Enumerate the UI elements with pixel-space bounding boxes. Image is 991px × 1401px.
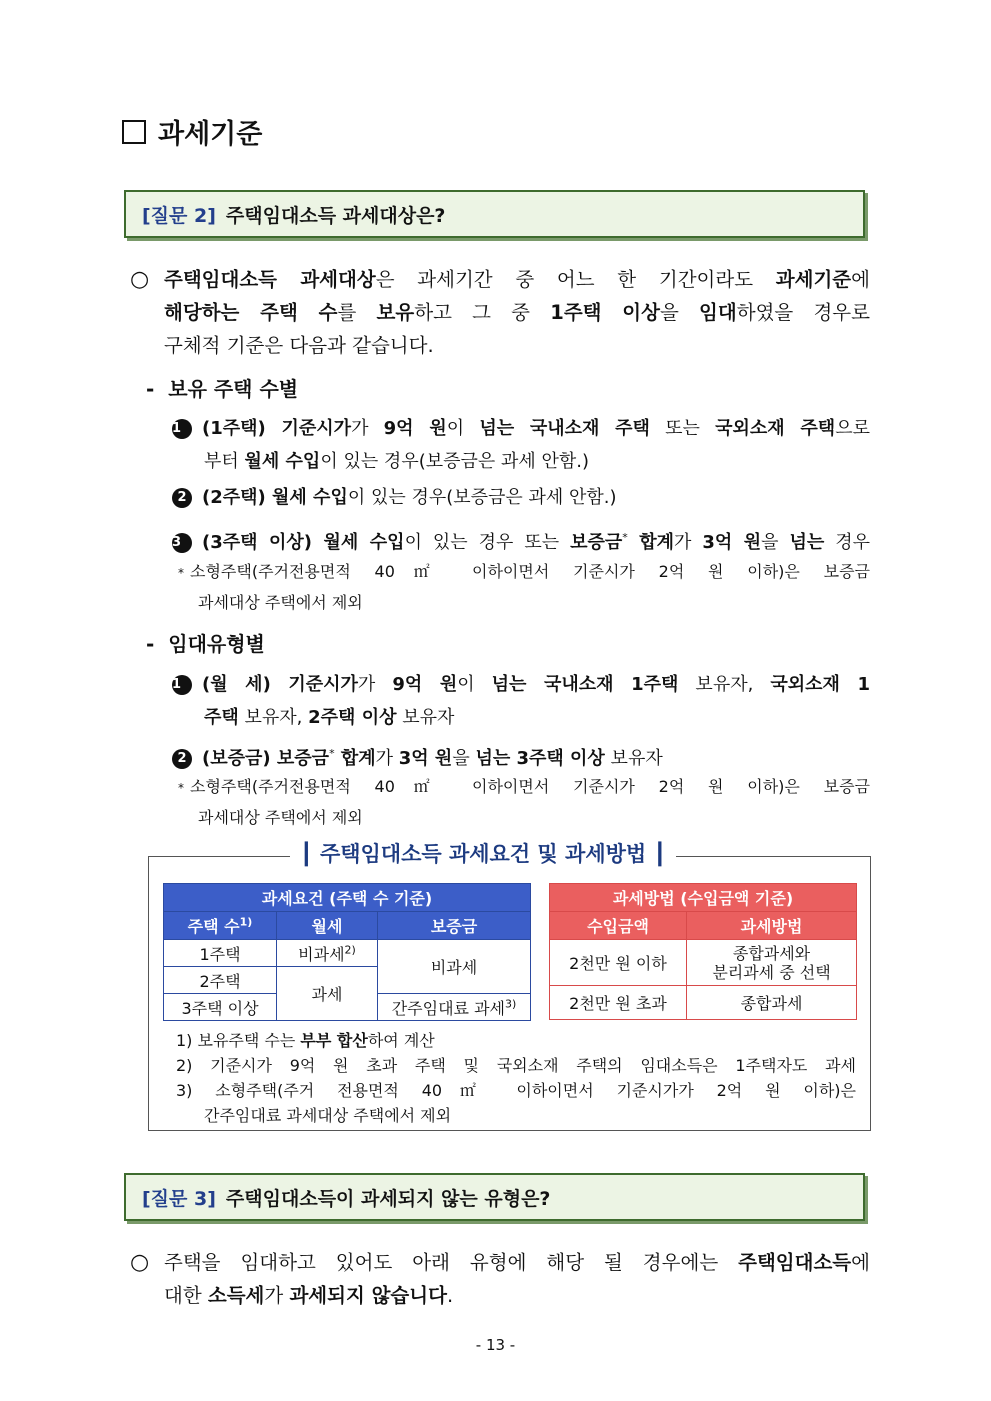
right-table-header: 과세방법 (수입금액 기준) (550, 884, 857, 912)
type-item-1: 1 (월 세) 기준시가가 9억 원이 넘는 국내소재 1주택 보유자, 국외소재 1 주택 보유자, 2주택 이상 보유자 (172, 674, 870, 728)
table-cell: 과세 (277, 967, 378, 1021)
subsection-rental-type: - 임대유형별 (146, 632, 265, 656)
number-1-icon: 1 (172, 675, 192, 695)
table-cell: 종합과세와 분리과세 중 선택 (687, 940, 857, 986)
number-3-icon: 3 (172, 533, 192, 553)
intro-paragraph: 주택임대소득 과세대상은 과세기간 중 어느 한 기간이라도 과세기준에 해당하는 주택 수를 보유하고 그 중 1주택 이상을 임대하였을 경우로 구체적 기준은 다음과 같습니다. (164, 268, 870, 357)
number-2-icon: 2 (172, 749, 192, 769)
footnote-2: 2) 기준시가 9억 원 초과 주택 및 국외소재 주택의 임대소득은 1주택자도 과세 (176, 1056, 856, 1075)
table-cell: 간주임대료 과세$^{3)}$ (378, 994, 531, 1021)
number-2-icon: 2 (172, 488, 192, 508)
question-2-box (124, 190, 865, 238)
question-label: [질문 2] (142, 204, 216, 227)
col-deposit: 보증금 (378, 912, 531, 940)
question-label: [질문 3] (142, 1187, 216, 1210)
col-house-count: 주택 수$^{1)}$ (164, 912, 277, 940)
question-3-box (124, 1173, 865, 1221)
table-cell: 비과세$^{2)}$ (277, 940, 378, 967)
question-title: 주택임대소득 과세대상은? (225, 204, 446, 227)
tax-method-table (549, 883, 857, 1020)
footnote-1: 1) 보유주택 수는 부부 합산하여 계산 (176, 1031, 435, 1050)
subsection-own-count: - 보유 주택 수별 (146, 377, 299, 401)
col-monthly-rent: 월세 (277, 912, 378, 940)
table-cell: 비과세 (378, 940, 531, 994)
tax-requirements-table (163, 883, 531, 1021)
q3-paragraph: 주택을 임대하고 있어도 아래 유형에 해당 될 경우에는 주택임대소득에 대한 소득세가 과세되지 않습니다. (164, 1251, 870, 1307)
table-cell: 2주택 (164, 967, 277, 994)
number-1-icon: 1 (172, 419, 192, 439)
col-tax-method: 과세방법 (687, 912, 857, 940)
own-item-2: 2 (2주택) 월세 수입이 있는 경우(보증금은 과세 안함.) (172, 481, 870, 514)
tax-box-title: ┃ 주택임대소득 과세요건 및 과세방법 ┃ (290, 838, 676, 868)
table-cell: 3주택 이상 (164, 994, 277, 1021)
table-cell: 2천만 원 초과 (550, 986, 687, 1020)
table-cell: 2천만 원 이하 (550, 940, 687, 986)
col-income-amount: 수입금액 (550, 912, 687, 940)
table-footnotes: 1) 보유주택 수는 부부 합산하여 계산 2) 기준시가 9억 원 초과 주택 및 국외소재 주택의 임대소득은 1주택자도 과세 3) 소형주택(주거 전용면적 40㎡ 이하이면서 기준시가가 2억 원 이하)은 간주임대료 과세대상 주택에서 제외 (176, 1028, 856, 1128)
table-cell: 종합과세 (687, 986, 857, 1020)
bullet-circle-icon: ○ (130, 1250, 150, 1275)
bullet-circle-icon: ○ (130, 267, 150, 292)
own-item-3: 3 (3주택 이상) 월세 수입이 있는 경우 또는 보증금* 합계가 3억 원을 넘는 경우 (172, 531, 870, 553)
own-item-1: 1 (1주택) 기준시가가 9억 원이 넘는 국내소재 주택 또는 국외소재 주택으로 부터 월세 수입이 있는 경우(보증금은 과세 안함.) (172, 418, 870, 472)
table-cell: 1주택 (164, 940, 277, 967)
type-note: * 소형주택(주거전용면적 40㎡ 이하이면서 기준시가 2억 원 이하)은 보증금 과세대상 주택에서 제외 (178, 777, 870, 827)
type-item-2: 2 (보증금) 보증금* 합계가 3억 원을 넘는 3주택 이상 보유자 (172, 737, 870, 775)
footnote-3: 3) 소형주택(주거 전용면적 40㎡ 이하이면서 기준시가가 2억 원 이하)은 (176, 1081, 856, 1100)
checkbox-square-icon (122, 120, 146, 144)
left-table-header: 과세요건 (주택 수 기준) (164, 884, 531, 912)
section-heading: 과세기준 (122, 112, 262, 151)
page-number: - 13 - (475, 1336, 516, 1354)
question-title: 주택임대소득이 과세되지 않는 유형은? (225, 1187, 551, 1210)
own-note: * 소형주택(주거전용면적 40㎡ 이하이면서 기준시가 2억 원 이하)은 보증금 과세대상 주택에서 제외 (178, 562, 870, 612)
